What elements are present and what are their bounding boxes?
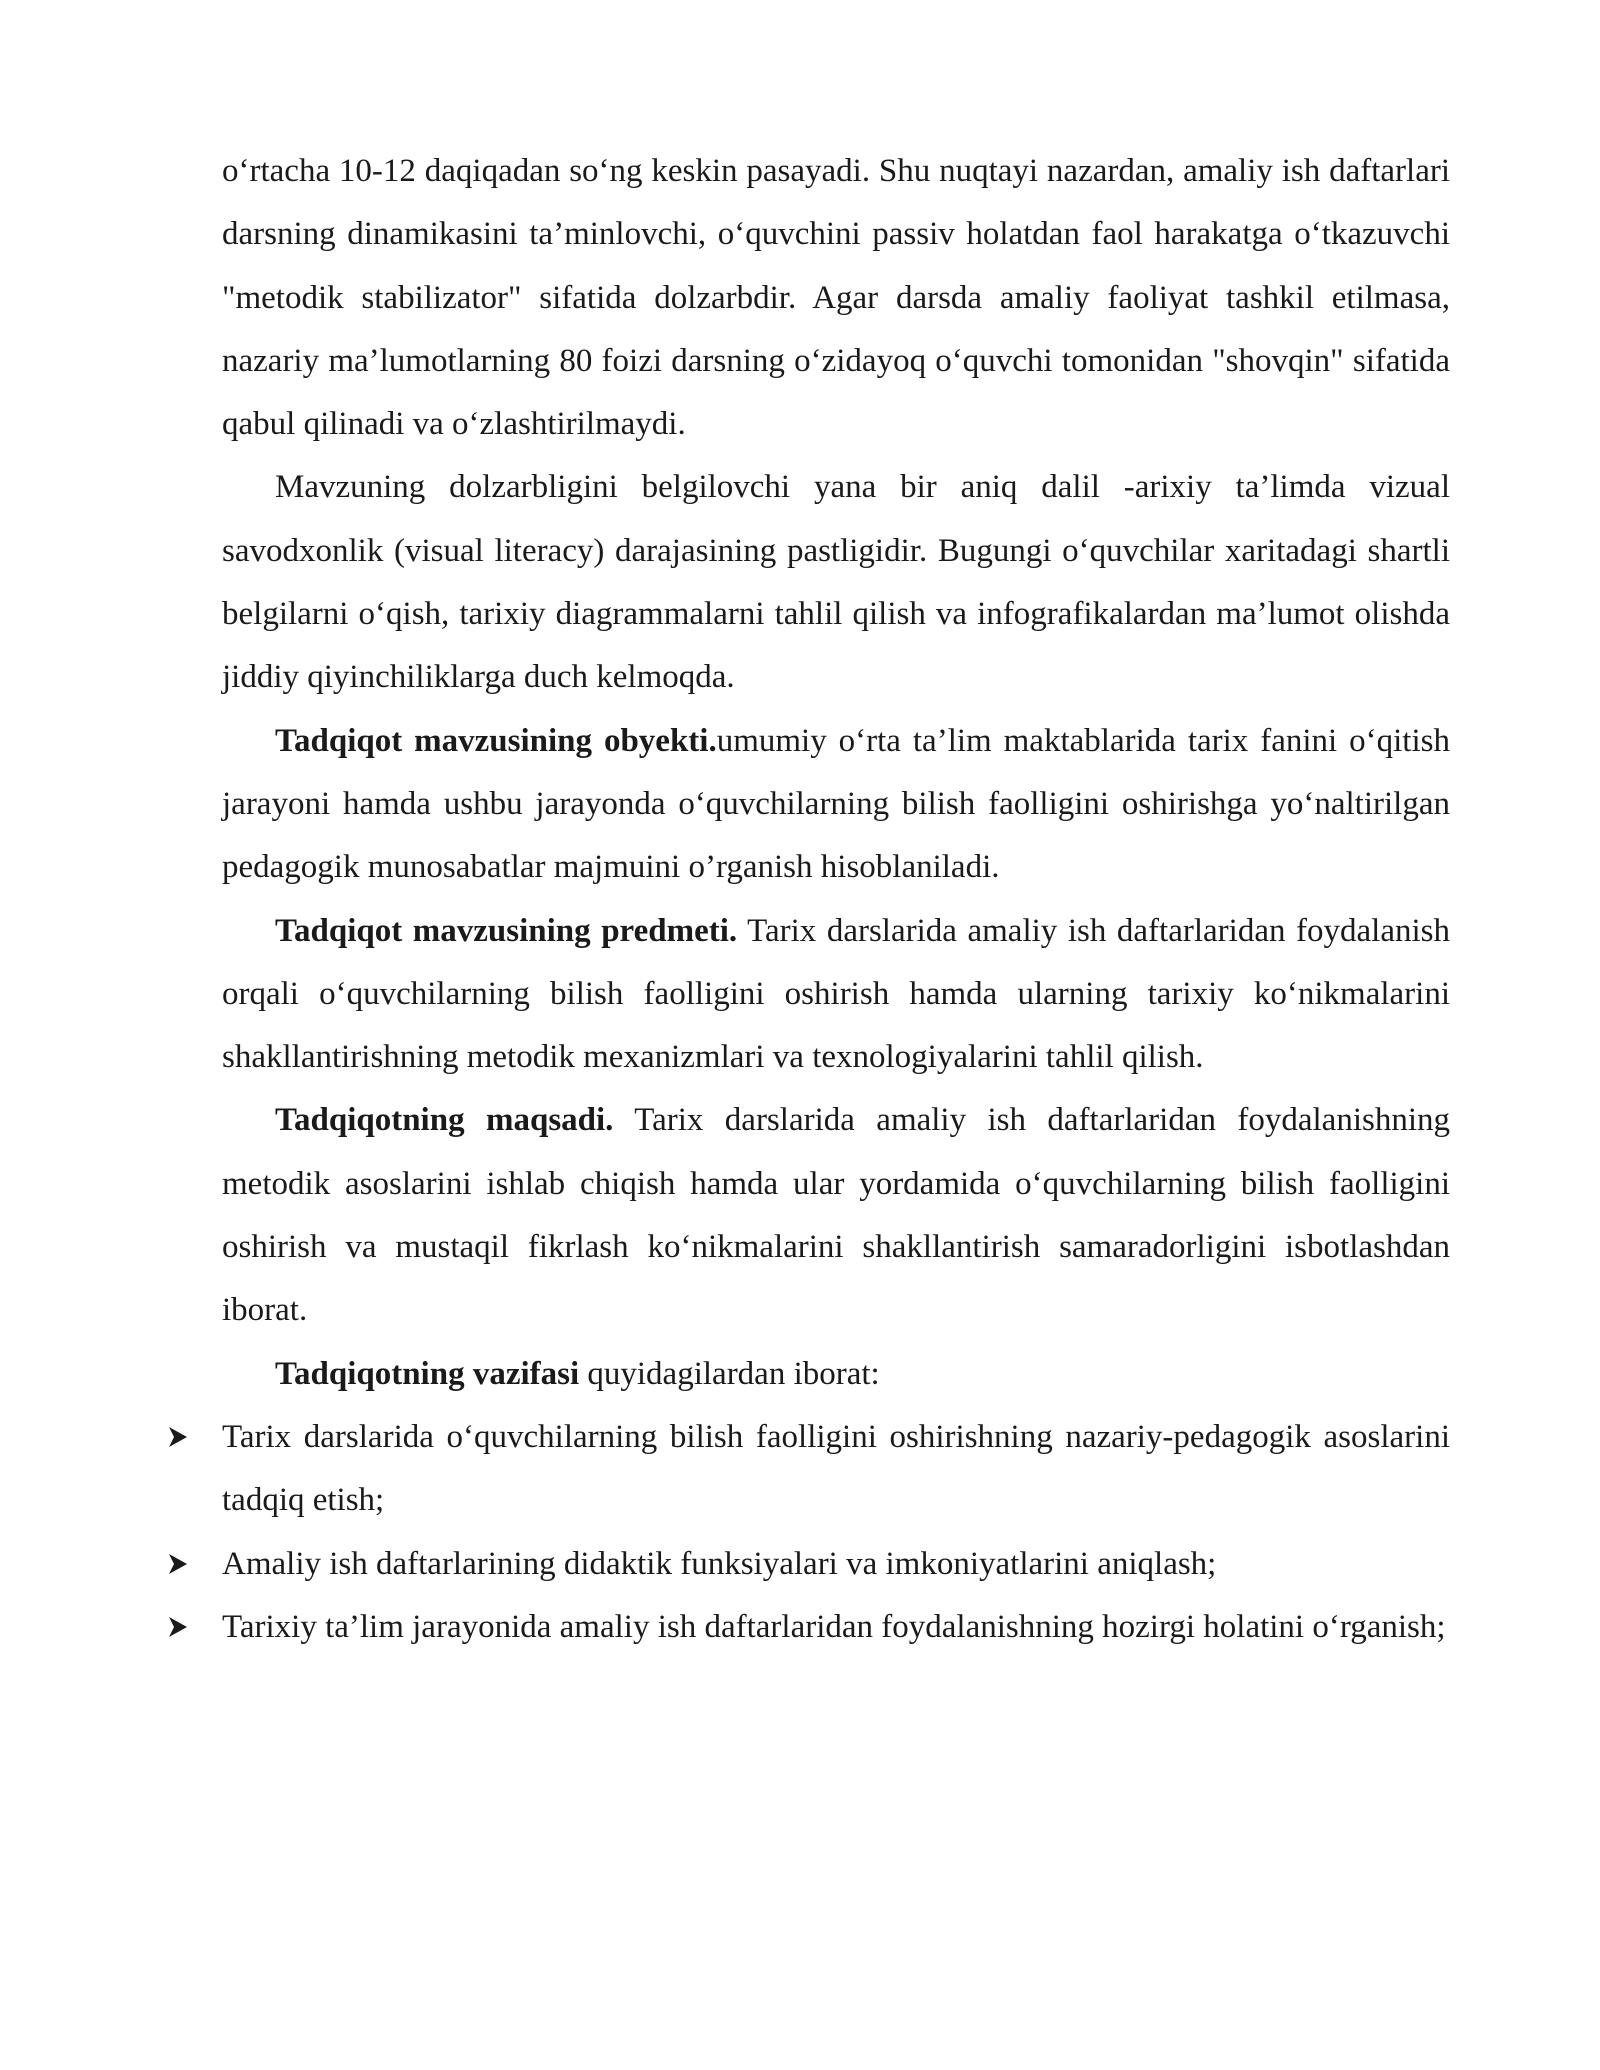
research-goal-label: Tadqiqotning maqsadi.	[275, 1102, 614, 1139]
paragraph-research-goal	[222, 1089, 1450, 1342]
paragraph-research-tasks-intro	[222, 1343, 1450, 1406]
list-item	[222, 1406, 1450, 1533]
research-object-label: Tadqiqot mavzusining obyekti.	[275, 722, 717, 759]
arrowhead-bullet-icon	[167, 1533, 197, 1596]
arrowhead-bullet-icon	[167, 1596, 197, 1659]
research-subject-label: Tadqiqot mavzusining predmeti.	[275, 912, 738, 949]
paragraph-visual-literacy: Mavzuning dolzarbligini belgilovchi yana bir aniq dalil -arixiy ta’limda vizual savodxonlik (visual literacy) darajasining pastligidir. Bugungi o‘quvchilar xaritadagi shartli belgilarni o‘qish, tarixiy diagrammalarni tahlil qilish va infografikalardan ma’lumot olishda jiddiy qiyinchiliklarga duch kelmoqda.	[222, 469, 1450, 696]
paragraph-research-object	[222, 710, 1450, 900]
task-text: Tarixiy ta’lim jarayonida amaliy ish daftarlaridan foydalanishning hozirgi holatini o‘rganish;	[222, 1608, 1446, 1645]
research-object-text: umumiy o‘rta ta’lim maktablarida tarix fanini o‘qitish jarayoni hamda ushbu jarayonda o‘quvchilarning bilish faolligini oshirishga yo‘naltirilgan pedagogik munosabatlar majmuini o’rganish hisoblaniladi.	[222, 722, 1450, 886]
list-item	[222, 1596, 1450, 1659]
research-tasks-list	[222, 1406, 1450, 1659]
paragraph-intro-continuation: o‘rtacha 10-12 daqiqadan so‘ng keskin pasayadi. Shu nuqtayi nazardan, amaliy ish daftarlari darsning dinamikasini ta’minlovchi, o‘quvchini passiv holatdan faol harakatga o‘tkazuvchi "metodik stabilizator" sifatida dolzarbdir. Agar darsda amaliy faoliyat tashkil etilmasa, nazariy ma’lumotlarning 80 foizi darsning o‘zidayoq o‘quvchi tomonidan "shovqin" sifatida qabul qilinadi va o‘zlashtirilmaydi.	[222, 153, 1450, 443]
arrowhead-bullet-icon	[167, 1406, 197, 1469]
task-text: Amaliy ish daftarlarining didaktik funksiyalari va imkoniyatlarini aniqlash;	[222, 1545, 1217, 1582]
research-goal-text: Tarix darslarida amaliy ish daftarlaridan foydalanishning metodik asoslarini ishlab chiqish hamda ular yordamida o‘quvchilarning bilish faolligini oshirish va mustaqil fikrlash ko‘nikmalarini shakllantirish samaradorligini isbotlashdan iborat.	[222, 1102, 1450, 1329]
research-tasks-label: Tadqiqotning vazifasi	[275, 1355, 580, 1392]
paragraph-research-subject	[222, 900, 1450, 1090]
document-page	[222, 140, 1450, 1659]
research-subject-text: Tarix darslarida amaliy ish daftarlaridan foydalanish orqali o‘quvchilarning bilish faolligini oshirish hamda ularning tarixiy ko‘nikmalarini shakllantirishning metodik mexanizmlari va texnologiyalarini tahlil qilish.	[222, 912, 1450, 1076]
task-text: Tarix darslarida o‘quvchilarning bilish faolligini oshirishning nazariy-pedagogik asoslarini tadqiq etish;	[222, 1418, 1450, 1519]
research-tasks-text: quyidagilardan iborat:	[579, 1355, 880, 1392]
list-item	[222, 1533, 1450, 1596]
